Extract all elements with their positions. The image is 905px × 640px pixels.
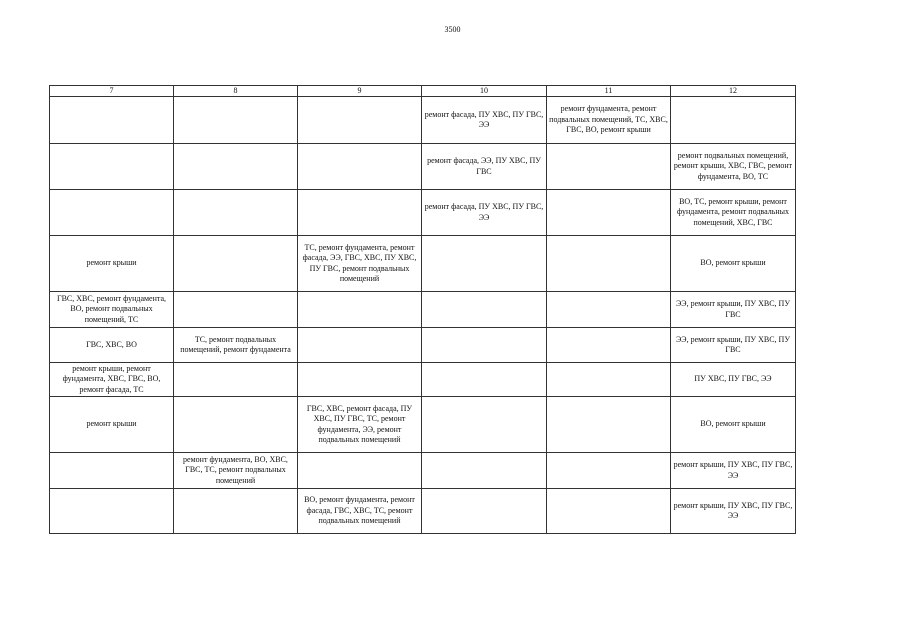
table-header-row: [50, 86, 796, 97]
table-row: [50, 97, 796, 144]
table-cell: [50, 97, 174, 144]
table-cell: ПУ ХВС, ПУ ГВС, ЭЭ: [671, 363, 796, 397]
table-cell: ВО, ремонт фундамента, ремонт фасада, ГВС, ХВС, ТС, ремонт подвальных помещений: [298, 489, 422, 534]
table-cell: [174, 292, 298, 328]
table-cell: [547, 292, 671, 328]
table-cell: [298, 97, 422, 144]
header-cell: 10: [422, 86, 547, 97]
table-cell: [547, 363, 671, 397]
table-cell: ремонт крыши, ПУ ХВС, ПУ ГВС, ЭЭ: [671, 489, 796, 534]
table-cell: ЭЭ, ремонт крыши, ПУ ХВС, ПУ ГВС: [671, 292, 796, 328]
table-row: [50, 328, 796, 363]
table-cell: [547, 453, 671, 489]
table-cell: [298, 328, 422, 363]
table-cell: [174, 363, 298, 397]
header-cell: 7: [50, 86, 174, 97]
table-cell: [422, 328, 547, 363]
table-cell: [422, 397, 547, 453]
table-cell: ВО, ремонт крыши: [671, 236, 796, 292]
table-cell: ремонт фасада, ПУ ХВС, ПУ ГВС, ЭЭ: [422, 190, 547, 236]
table-cell: [671, 97, 796, 144]
table-cell: [422, 363, 547, 397]
table-cell: [298, 292, 422, 328]
table-cell: [50, 453, 174, 489]
table-cell: ВО, ТС, ремонт крыши, ремонт фундамента, ремонт подвальных помещений, ХВС, ГВС: [671, 190, 796, 236]
table-cell: ТС, ремонт подвальных помещений, ремонт фундамента: [174, 328, 298, 363]
table-row: [50, 144, 796, 190]
table-cell: [174, 236, 298, 292]
table-row: [50, 292, 796, 328]
table-cell: [298, 144, 422, 190]
table-cell: [50, 144, 174, 190]
table-row: [50, 363, 796, 397]
header-cell: 8: [174, 86, 298, 97]
table-row: [50, 190, 796, 236]
table-cell: ремонт крыши: [50, 397, 174, 453]
table-cell: [547, 328, 671, 363]
table-row: [50, 453, 796, 489]
table-cell: ремонт фундамента, ремонт подвальных помещений, ТС, ХВС, ГВС, ВО, ремонт крыши: [547, 97, 671, 144]
works-table: [49, 85, 796, 534]
table-cell: [174, 489, 298, 534]
header-cell: 9: [298, 86, 422, 97]
table-cell: [174, 397, 298, 453]
table-cell: [422, 292, 547, 328]
table-cell: [547, 144, 671, 190]
table-cell: [298, 363, 422, 397]
table-cell: ГВС, ХВС, ремонт фундамента, ВО, ремонт подвальных помещений, ТС: [50, 292, 174, 328]
page-number: 3500: [444, 25, 461, 34]
table-cell: [547, 190, 671, 236]
table-cell: ремонт крыши: [50, 236, 174, 292]
table-cell: [422, 453, 547, 489]
table-row: [50, 397, 796, 453]
table-row: [50, 236, 796, 292]
table-row: [50, 489, 796, 534]
table-cell: ГВС, ХВС, ВО: [50, 328, 174, 363]
table-cell: [298, 453, 422, 489]
table-cell: [174, 190, 298, 236]
table-cell: [298, 190, 422, 236]
table-cell: [547, 489, 671, 534]
table-cell: ремонт фасада, ЭЭ, ПУ ХВС, ПУ ГВС: [422, 144, 547, 190]
table-cell: ремонт фасада, ПУ ХВС, ПУ ГВС, ЭЭ: [422, 97, 547, 144]
table-cell: ремонт крыши, ремонт фундамента, ХВС, ГВС, ВО, ремонт фасада, ТС: [50, 363, 174, 397]
table-cell: ТС, ремонт фундамента, ремонт фасада, ЭЭ, ГВС, ХВС, ПУ ХВС, ПУ ГВС, ремонт подвальных помещений: [298, 236, 422, 292]
table-cell: ГВС, ХВС, ремонт фасада, ПУ ХВС, ПУ ГВС, ТС, ремонт фундамента, ЭЭ, ремонт подвальных помещений: [298, 397, 422, 453]
table-cell: [50, 489, 174, 534]
table-cell: ремонт подвальных помещений, ремонт крыши, ХВС, ГВС, ремонт фундамента, ВО, ТС: [671, 144, 796, 190]
table-cell: [547, 397, 671, 453]
table-cell: [174, 97, 298, 144]
table-cell: ВО, ремонт крыши: [671, 397, 796, 453]
table-cell: ремонт фундамента, ВО, ХВС, ГВС, ТС, ремонт подвальных помещений: [174, 453, 298, 489]
table-cell: [174, 144, 298, 190]
table-cell: ЭЭ, ремонт крыши, ПУ ХВС, ПУ ГВС: [671, 328, 796, 363]
table-cell: [422, 236, 547, 292]
table-cell: ремонт крыши, ПУ ХВС, ПУ ГВС, ЭЭ: [671, 453, 796, 489]
header-cell: 11: [547, 86, 671, 97]
table-cell: [547, 236, 671, 292]
table-cell: [422, 489, 547, 534]
table-cell: [50, 190, 174, 236]
header-cell: 12: [671, 86, 796, 97]
